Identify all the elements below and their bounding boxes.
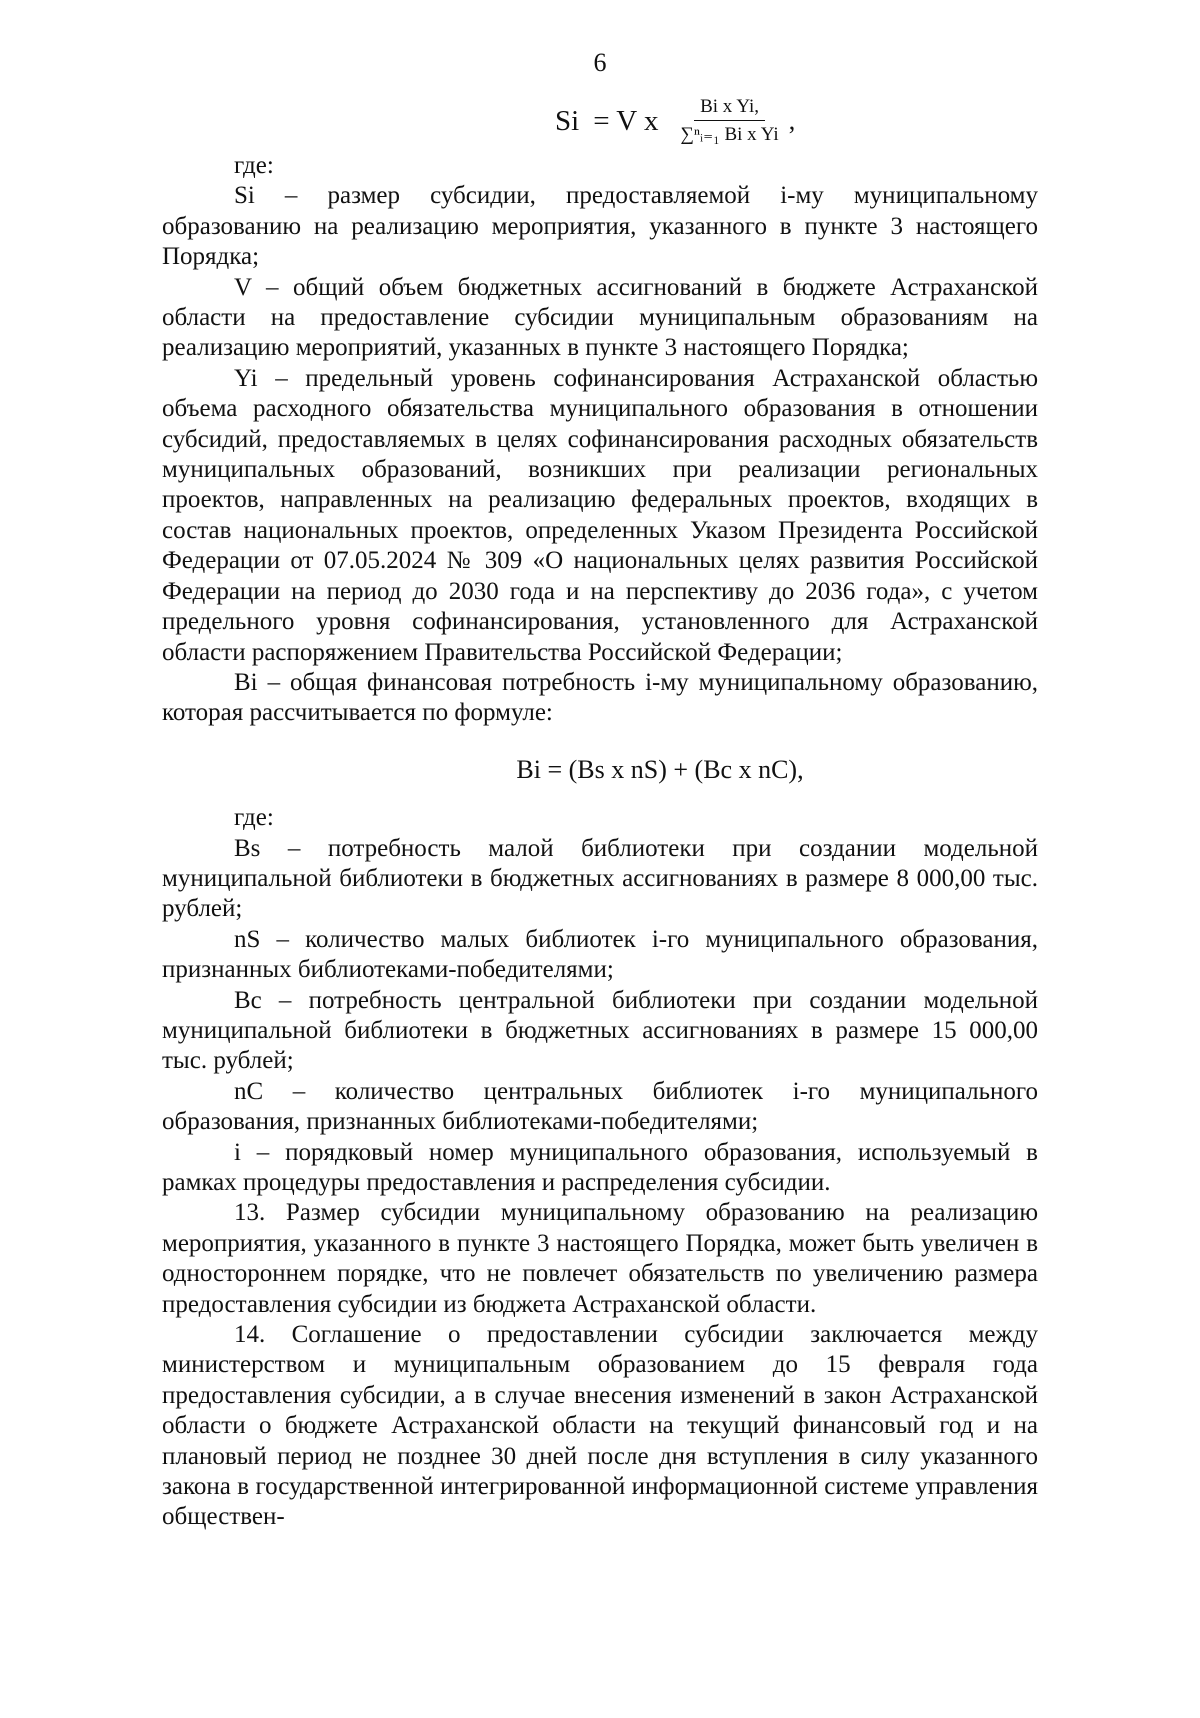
paragraph-where-2: где: — [234, 804, 274, 832]
paragraph-ns-definition: nS – количество малых библиотек i-го муниципального образования, признанных библиотеками-победителями; — [162, 925, 1038, 984]
formula-lhs: Si — [555, 104, 580, 137]
formula-fraction — [674, 96, 784, 146]
paragraph-nc-definition: nC – количество центральных библиотек i-го муниципального образования, признанных библиотеками-победителями; — [162, 1077, 1038, 1136]
paragraph-bc-definition: Bc – потребность центральной библиотеки при создании модельной муниципальной библиотеки в бюджетных ассигнованиях в размере 15 000,00 тыс. рублей; — [162, 986, 1038, 1075]
paragraph-item-13: 13. Размер субсидии муниципальному образованию на реализацию мероприятия, указанного в пункте 3 настоящего Порядка, может быть увеличен в одностороннем порядке, что не повлечет обязательств по увеличению размера предоставления субсидии из бюджета Астраханской области. — [162, 1199, 1038, 1318]
paragraph-yi-definition: Yi – предельный уровень софинансирования Астраханской областью объема расходного обязательства муниципального образования в отношении субсидий, предоставляемых в целях софинансирования расходных обязательств муниципальных образований, возникших при реализации региональных проектов, направленных на реализацию федеральных проектов, входящих в состав национальных проектов, определенных Указом Президента Российской Федерации от 07.05.2024 № 309 «О национальных целях развития Российской Федерации на период до 2030 года и на перспективу до 2036 года», с учетом предельного уровня софинансирования, установленного для Астраханской области распоряжением Правительства Российской Федерации; — [162, 364, 1038, 666]
paragraph-v-definition: V – общий объем бюджетных ассигнований в бюджете Астраханской области на предоставление субсидии муниципальным образованиям на реализацию мероприятий, указанных в пункте 3 настоящего Порядка; — [162, 273, 1038, 362]
paragraph-bi-definition: Bi – общая финансовая потребность i-му муниципальному образованию, которая рассчитывается по формуле: — [162, 668, 1038, 727]
formula-numerator: Bi x Yi, — [694, 96, 765, 121]
paragraph-item-14: 14. Соглашение о предоставлении субсидии заключается между министерством и муниципальным образованием до 15 февраля года предоставления субсидии, а в случае внесения изменений в закон Астраханской области о бюджете Астраханской области на текущий финансовый год и на плановый период не позднее 30 дней после дня вступления в силу указанного закона в государственной интегрированной информационной системе управления обществен- — [162, 1321, 1038, 1531]
formula-denominator: ∑ⁿᵢ₌₁ Bi x Yi — [680, 124, 779, 145]
formula-bi: Bi = (Bs x nS) + (Bc x nC), — [516, 754, 804, 784]
subsidy-formula — [555, 96, 795, 146]
document-body — [162, 151, 1038, 1533]
page-number: 6 — [593, 48, 607, 77]
paragraph-i-definition: i – порядковый номер муниципального образования, используемый в рамках процедуры предоставления и распределения субсидии. — [162, 1138, 1038, 1196]
paragraph-si-definition: Si – размер субсидии, предоставляемой i-му муниципальному образованию на реализацию мероприятия, указанного в пункте 3 настоящего Порядка; — [162, 182, 1038, 271]
formula-equals: = V x — [593, 104, 659, 137]
formula-trailing-comma: , — [788, 106, 796, 135]
paragraph-where-1: где: — [234, 152, 274, 179]
paragraph-bs-definition: Bs – потребность малой библиотеки при создании модельной муниципальной библиотеки в бюджетных ассигнованиях в размере 8 000,00 тыс. рублей; — [162, 834, 1038, 923]
